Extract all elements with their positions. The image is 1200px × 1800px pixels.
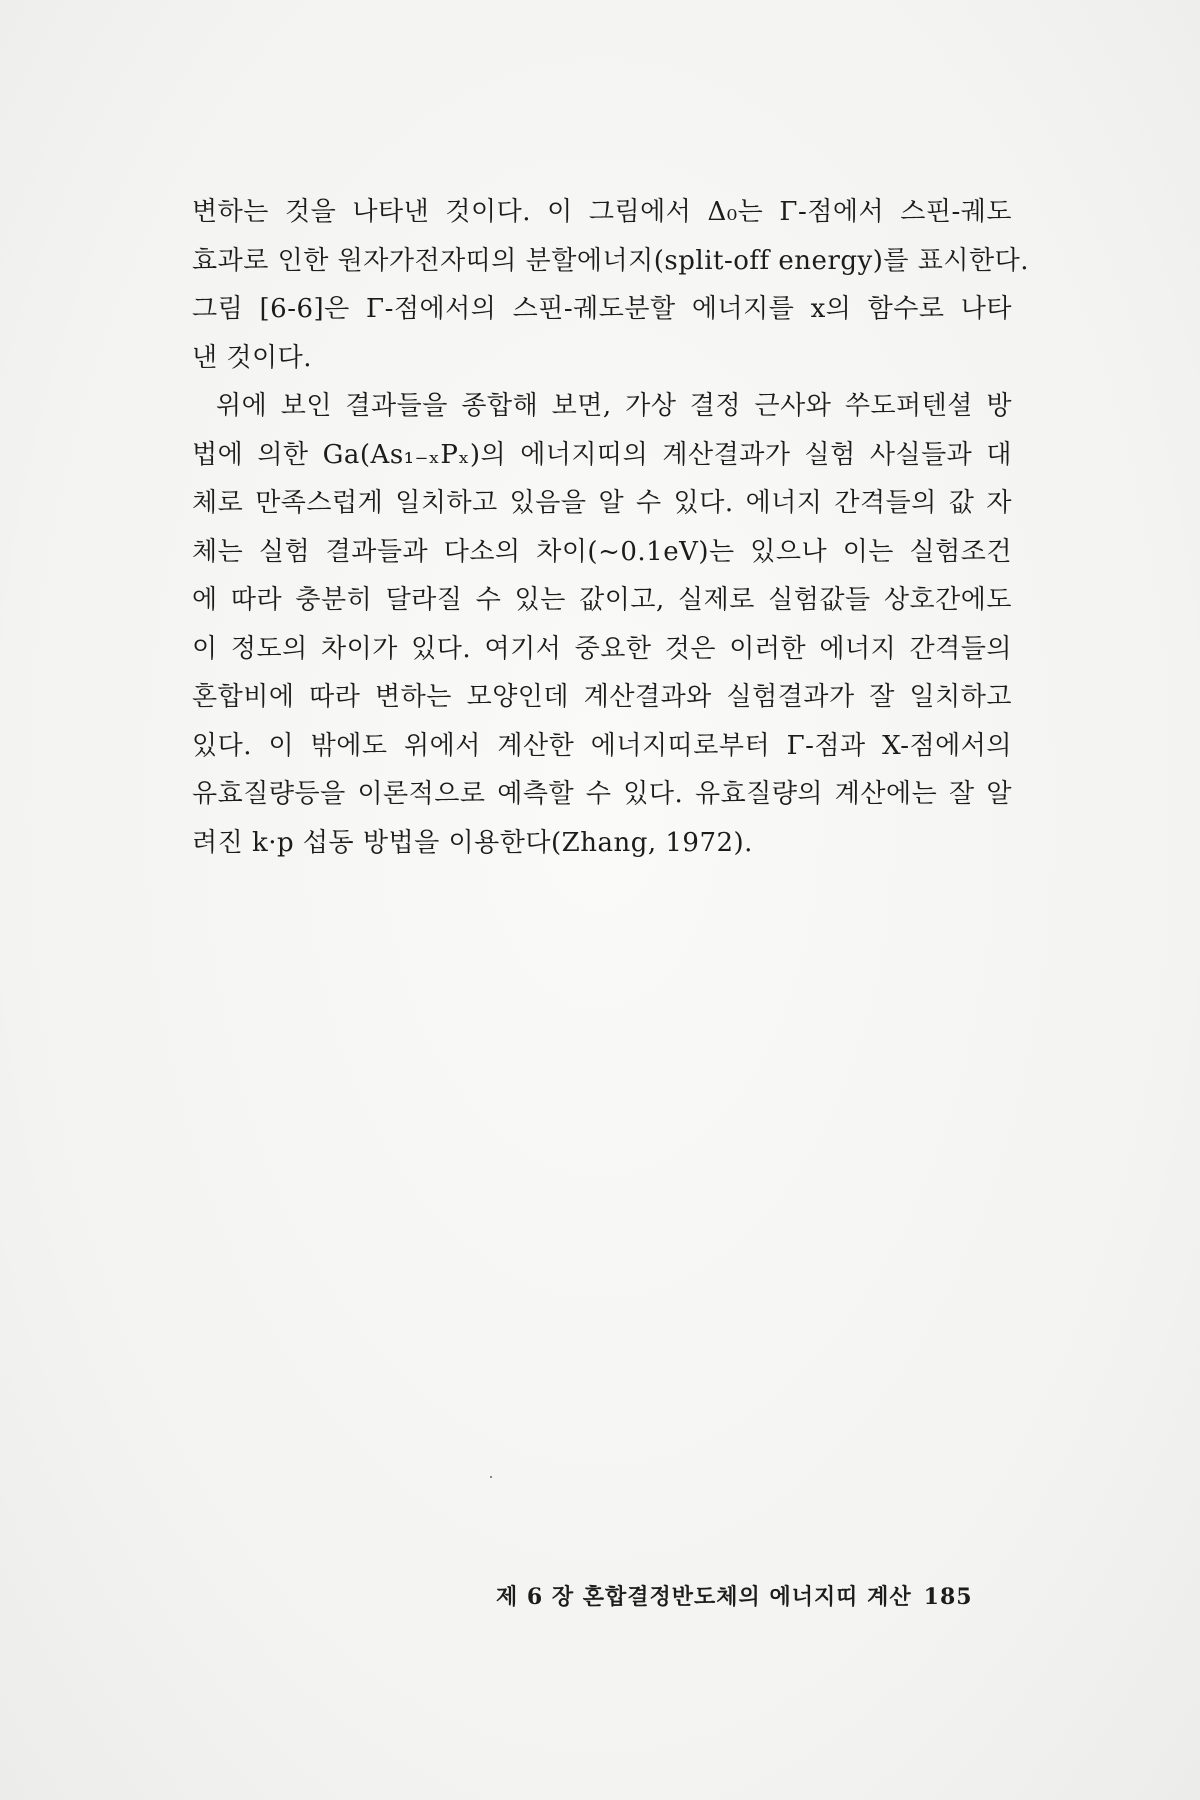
text-line: 혼합비에 따라 변하는 모양인데 계산결과와 실험결과가 잘 일치하고 [192, 682, 1012, 712]
chapter-title: 제 6 장 혼합결정반도체의 에너지띠 계산 [496, 1584, 912, 1610]
text-line: 있다. 이 밖에도 위에서 계산한 에너지띠로부터 Γ-점과 X-점에서의 [192, 730, 1012, 761]
text-line: 낸 것이다. [192, 342, 312, 373]
text-line: 이 정도의 차이가 있다. 여기서 중요한 것은 이러한 에너지 간격들의 [192, 633, 1012, 664]
text-line: 변하는 것을 나타낸 것이다. 이 그림에서 Δ₀는 Γ-점에서 스핀-궤도 [192, 197, 1012, 227]
text-line: 효과로 인한 원자가전자띠의 분할에너지(split-off energy)를 표시한다. [192, 245, 1029, 276]
text-line: 체로 만족스럽게 일치하고 있음을 알 수 있다. 에너지 간격들의 값 자 [192, 488, 1012, 518]
text-line: 위에 보인 결과들을 종합해 보면, 가상 결정 근사와 쑤도퍼텐셜 방 [216, 391, 1012, 421]
body-text [192, 188, 1029, 867]
speck-mark [490, 1476, 492, 1478]
text-line: 체는 실험 결과들과 다소의 차이(~0.1eV)는 있으나 이는 실험조건 [192, 536, 1012, 567]
text-line: 법에 의한 Ga(As₁₋ₓPₓ)의 에너지띠의 계산결과가 실험 사실들과 대 [192, 439, 1012, 470]
page-number: 185 [923, 1584, 973, 1610]
text-line: 려진 k·p 섭동 방법을 이용한다(Zhang, 1972). [192, 827, 753, 858]
text-line: 그림 [6-6]은 Γ-점에서의 스핀-궤도분할 에너지를 x의 함수로 나타 [192, 294, 1012, 324]
running-footer [496, 1581, 973, 1613]
text-line: 에 따라 충분히 달라질 수 있는 값이고, 실제로 실험값들 상호간에도 [192, 585, 1012, 615]
text-line: 유효질량등을 이론적으로 예측할 수 있다. 유효질량의 계산에는 잘 알 [192, 779, 1012, 809]
